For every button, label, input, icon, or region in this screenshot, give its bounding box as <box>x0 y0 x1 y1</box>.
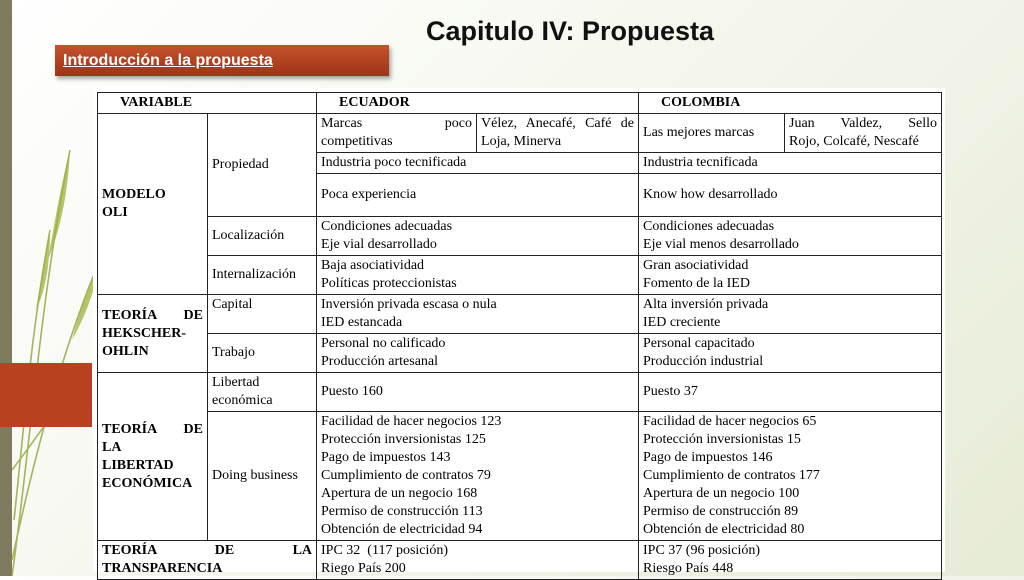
table-row <box>98 217 942 256</box>
comparison-table <box>97 92 942 580</box>
cell-co-localizacion: Condiciones adecuadas Eje vial menos desarrollado <box>639 217 942 256</box>
table-header-row <box>98 93 942 114</box>
header-variable: VARIABLE <box>98 93 317 114</box>
cell-ec-industria: Industria poco tecnificada <box>317 153 639 174</box>
header-colombia: COLOMBIA <box>639 93 942 114</box>
red-accent-block <box>0 363 92 427</box>
variable-localizacion: Localización <box>208 217 317 256</box>
table-row <box>98 256 942 295</box>
theory-oli: MODELO OLI <box>98 114 208 295</box>
cell-ec-trabajo: Personal no calificado Producción artesanal <box>317 334 639 373</box>
variable-capital: Capital <box>208 295 317 334</box>
comparison-table-image <box>93 88 945 576</box>
theory-libertad-economica: TEORÍA DE LA LIBERTAD ECONÓMICA <box>98 373 208 541</box>
table-row <box>98 373 942 412</box>
cell-ec-internalizacion: Baja asociatividad Políticas proteccionistas <box>317 256 639 295</box>
variable-trabajo: Trabajo <box>208 334 317 373</box>
cell-ec-libertad: Puesto 160 <box>317 373 639 412</box>
header-ecuador: ECUADOR <box>317 93 639 114</box>
table-row <box>98 541 942 580</box>
cell-co-experiencia: Know how desarrollado <box>639 174 942 217</box>
cell-co-internalizacion: Gran asociatividad Fomento de la IED <box>639 256 942 295</box>
cell-ec-marcas: Marcas poco competitivas <box>317 114 477 153</box>
cell-ec-brands: Vélez, Anecafé, Café de Loja, Minerva <box>477 114 639 153</box>
cell-co-doing-business: Facilidad de hacer negocios 65 Protección inversionistas 15 Pago de impuestos 146 Cumplimiento de contratos 177 Apertura de un negocio 100 Permiso de construcción 89 Obtención de electricidad 80 <box>639 412 942 541</box>
cell-co-transparencia: IPC 37 (96 posición) Riesgo País 448 <box>639 541 942 580</box>
cell-co-libertad: Puesto 37 <box>639 373 942 412</box>
page-title: Capitulo IV: Propuesta <box>425 16 715 46</box>
variable-propiedad: Propiedad <box>208 114 317 217</box>
cell-ec-transparencia: IPC 32 (117 posición) Riego País 200 <box>317 541 639 580</box>
cell-ec-experiencia: Poca experiencia <box>317 174 639 217</box>
subtitle-banner <box>55 45 389 76</box>
theory-heckscher-ohlin: TEORÍA DE HEKSCHER- OHLIN <box>98 295 208 373</box>
cell-co-brands: Juan Valdez, Sello Rojo, Colcafé, Nescafé <box>785 114 942 153</box>
cell-ec-capital: Inversión privada escasa o nula IED estancada <box>317 295 639 334</box>
table-row <box>98 295 942 334</box>
cell-co-marcas: Las mejores marcas <box>639 114 785 153</box>
cell-ec-localizacion: Condiciones adecuadas Eje vial desarrollado <box>317 217 639 256</box>
subtitle-text: Introducción a la propuesta <box>63 51 273 69</box>
cell-co-industria: Industria tecnificada <box>639 153 942 174</box>
table-row <box>98 114 942 153</box>
variable-doing-business: Doing business <box>208 412 317 541</box>
variable-libertad-economica: Libertad económica <box>208 373 317 412</box>
variable-internalizacion: Internalización <box>208 256 317 295</box>
table-row <box>98 334 942 373</box>
theory-transparencia: TEORÍA DE LA TRANSPARENCIA <box>98 541 317 580</box>
cell-co-trabajo: Personal capacitado Producción industrial <box>639 334 942 373</box>
cell-ec-doing-business: Facilidad de hacer negocios 123 Protección inversionistas 125 Pago de impuestos 143 Cumplimiento de contratos 79 Apertura de un negocio 168 Permiso de construcción 113 Obtención de electricidad 94 <box>317 412 639 541</box>
cell-co-capital: Alta inversión privada IED creciente <box>639 295 942 334</box>
table-row <box>98 412 942 541</box>
